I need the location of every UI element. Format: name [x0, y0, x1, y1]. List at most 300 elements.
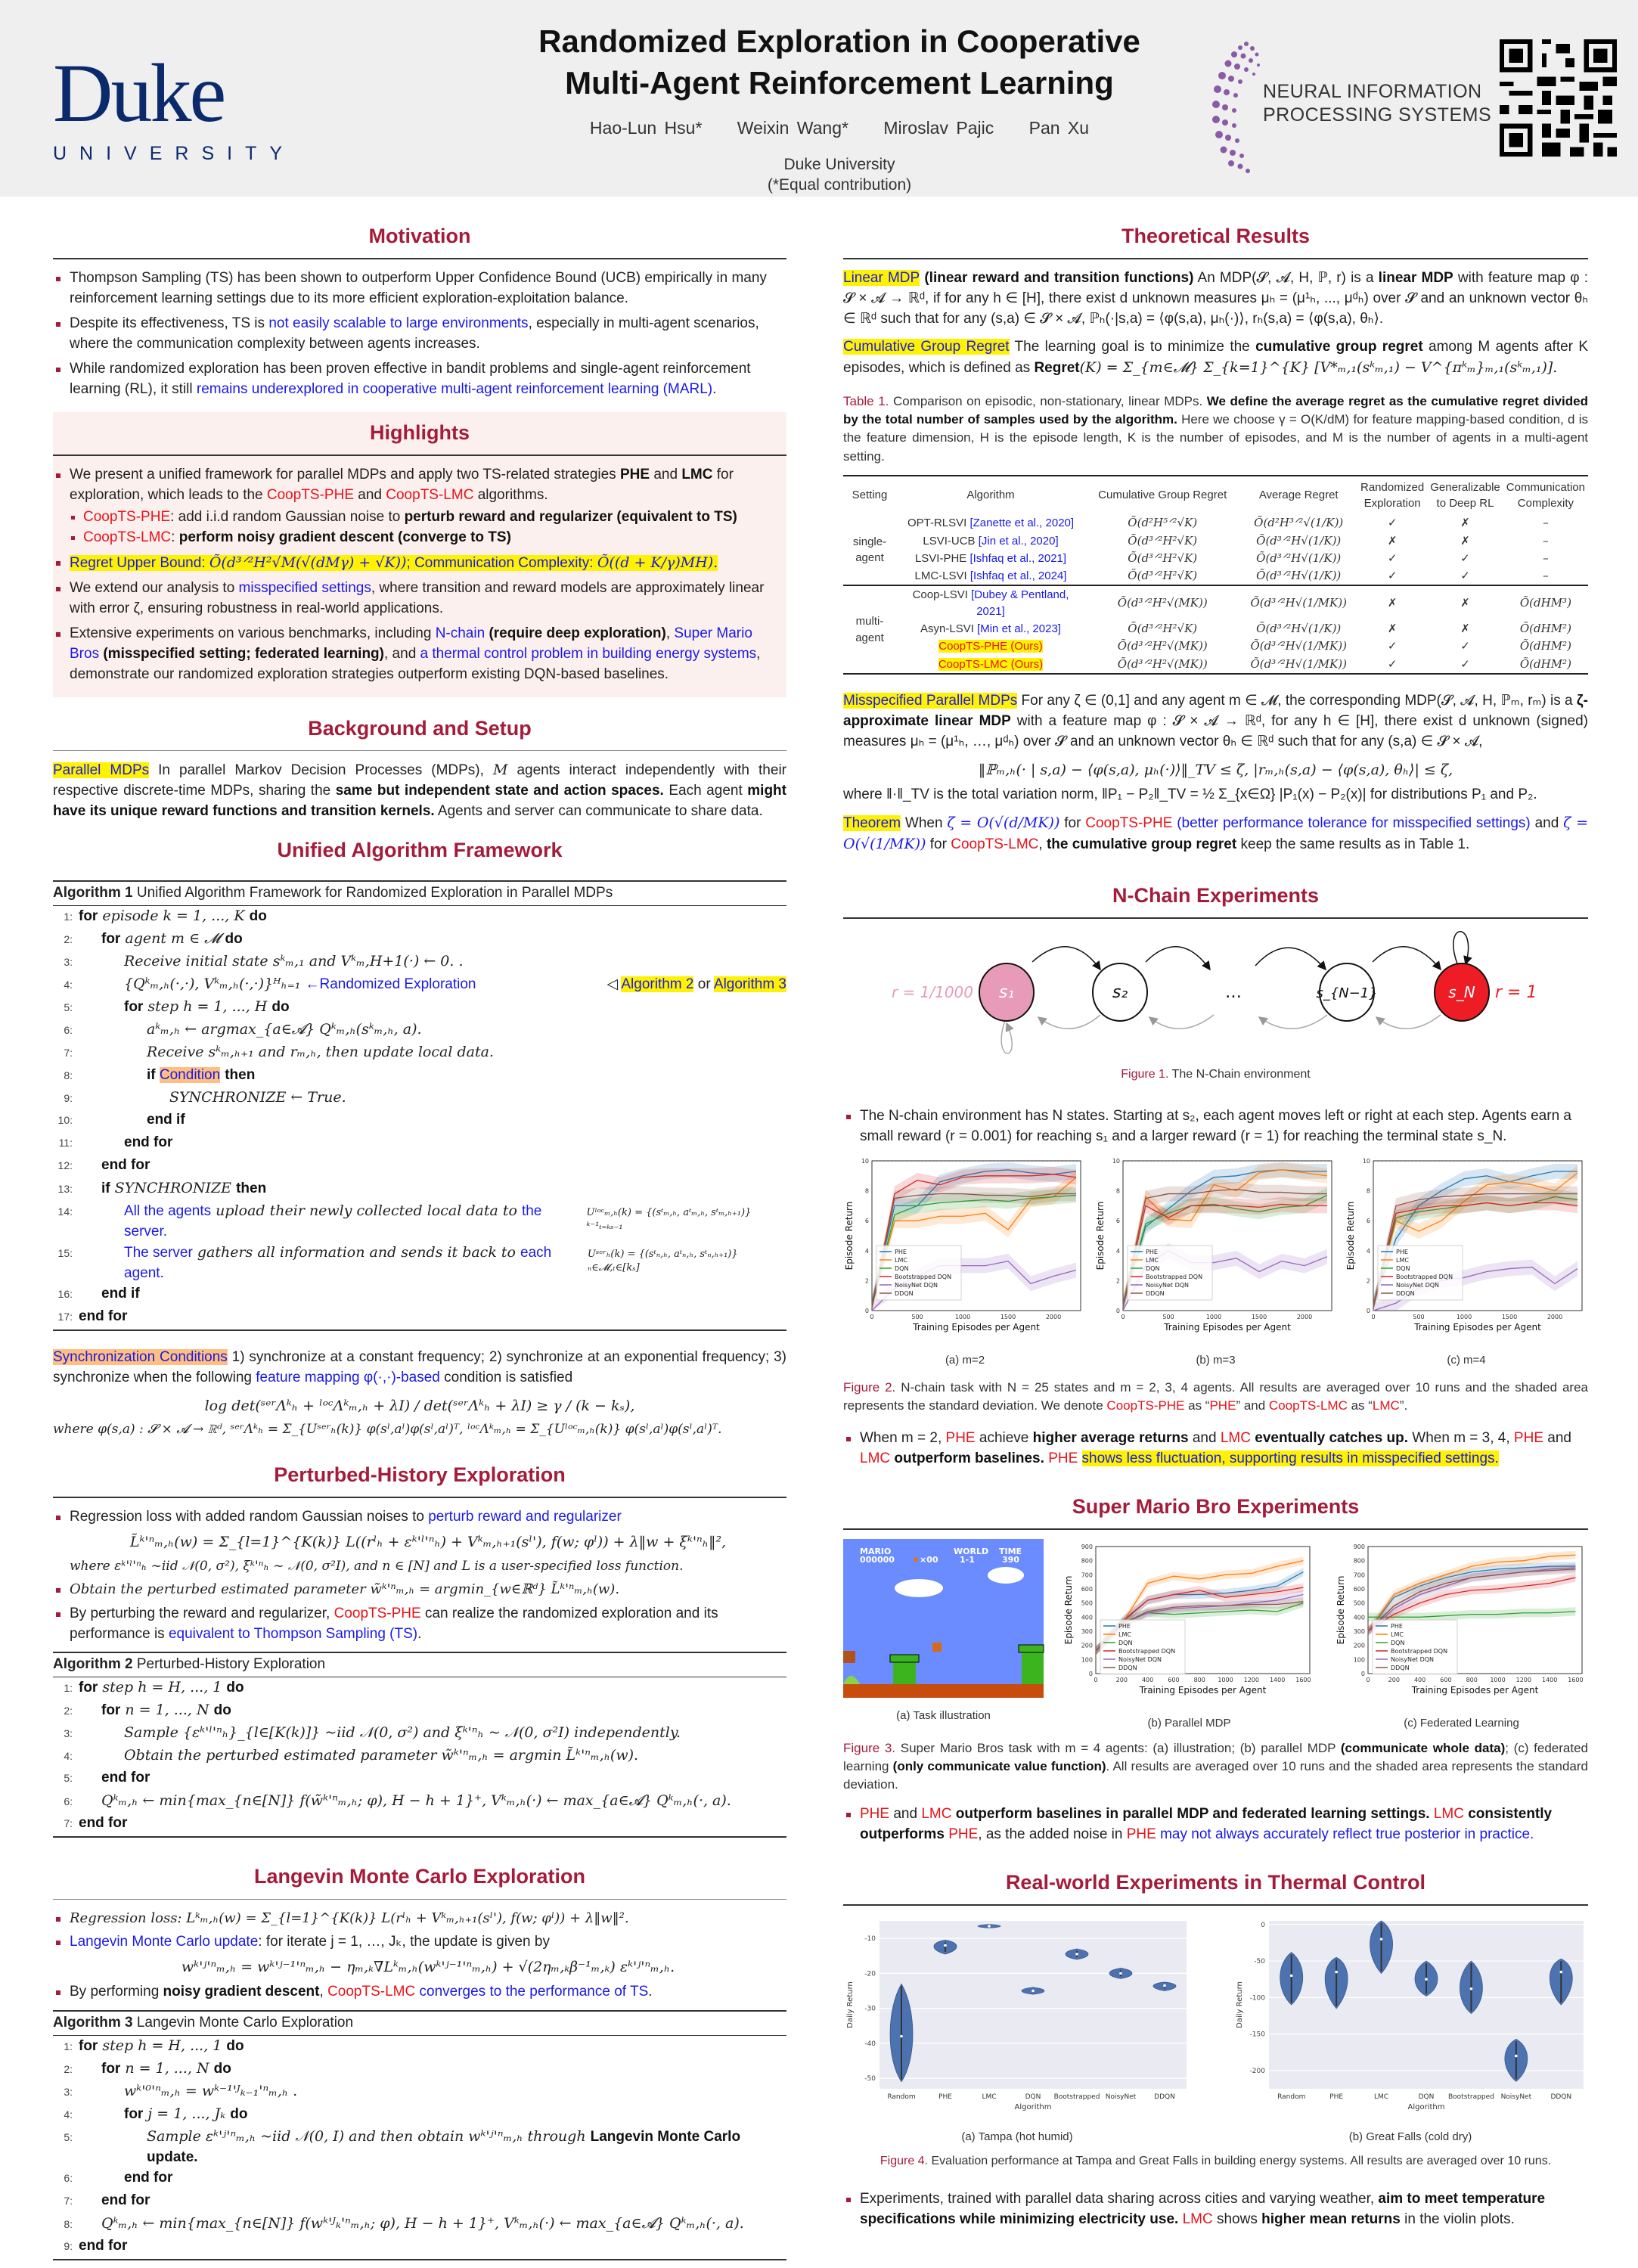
formula: ζ = O(√(1/MK)) [843, 814, 1588, 852]
line-chart [1335, 1539, 1588, 1705]
algorithm-3-lines [53, 2036, 786, 2259]
text: shows less fluctuation, supporting results in misspecified settings. [1081, 1450, 1499, 1467]
svg-text:Bootstrapped: Bootstrapped [1053, 2093, 1100, 2102]
table-cell: ✗ [1387, 622, 1398, 636]
line-body [79, 1284, 140, 1305]
text: (better performance tolerance for misspecified settings) [1172, 814, 1531, 831]
algorithm-2-link[interactable]: Algorithm 2 [621, 976, 694, 992]
table-cell: Õ(d³ᐟ²H²√K) [1128, 533, 1198, 548]
mario-illustration [843, 1539, 1044, 1731]
svg-text:Bootstrapped DQN: Bootstrapped DQN [1145, 1273, 1202, 1280]
algorithm-line [53, 1178, 786, 1201]
table-cell: Õ(d²H³ᐟ²√(1/K)) [1254, 516, 1344, 530]
line-token: end for [79, 2238, 128, 2254]
section-title-theory: Theoretical Results [843, 216, 1588, 259]
algorithm-line [53, 2059, 786, 2081]
svg-text:Bootstrapped DQN: Bootstrapped DQN [1391, 1648, 1448, 1655]
line-token: {Qᵏₘ,ₕ(·,·), Vᵏₘ,ₕ(·,·)}ᴴₕ₌₁ [124, 975, 306, 992]
line-token: step h = 1, ..., H [143, 997, 272, 1015]
algo-name: CoopTS-PHE [83, 509, 171, 526]
formula: ζ = O(√(d/MK)) [947, 814, 1060, 831]
algorithm-line [53, 2214, 786, 2236]
algorithm-line [53, 906, 786, 929]
bullet-text: Thompson Sampling (TS) has been shown to outperform Upper Confidence Bound (UCB) empirically in many reinforcement learning settings due to its more efficient exploration-exploitation balance. [70, 270, 767, 307]
algorithm-line [53, 2127, 786, 2168]
line-number: 1: [64, 910, 73, 923]
phe-bullet [53, 1604, 786, 1645]
linear-mdp-paragraph [843, 268, 1588, 330]
svg-text:-100: -100 [1249, 1994, 1265, 2003]
line-token: Qᵏₘ,ₕ ← min{max_{n∈[N]} f(w̃ᵏ'ⁿₘ,ₕ; φ), H − h + 1}⁺, Vᵏₘ,ₕ(·) ← max_{a∈𝓐} Qᵏₘ,ₕ(·, a). [101, 1792, 731, 1810]
svg-text:0: 0 [1094, 1677, 1098, 1684]
thermal-chart-tampa [843, 1915, 1191, 2145]
line-body [79, 1745, 638, 1767]
svg-text:LMC: LMC [895, 1256, 907, 1264]
title-line-2: Multi-Agent Reinforcement Learning [565, 64, 1114, 101]
svg-text:600: 600 [1353, 1586, 1365, 1593]
svg-text:300: 300 [1081, 1628, 1093, 1636]
violin-chart [843, 1915, 1191, 2119]
svg-text:0: 0 [1366, 1677, 1370, 1684]
table-cell-algorithm: Coop-LSVI [Dubey & Pentland, 2021] [896, 585, 1085, 620]
right-column [843, 216, 1588, 2235]
table-cell: Õ(d²H⁵ᐟ²√K) [1128, 516, 1198, 530]
text: We extend our analysis to [70, 580, 239, 597]
highlight-bullet [53, 579, 780, 619]
line-token: if [147, 1066, 156, 1083]
text: Agents and server can communicate to share data. [434, 803, 763, 820]
algorithm-line [53, 1042, 786, 1065]
line-token: end for [101, 1770, 150, 1786]
section-title-nchain: N-Chain Experiments [843, 875, 1588, 919]
text: When [901, 814, 948, 831]
text: PHE [945, 1430, 976, 1447]
table-cell-algorithm: LMC-LSVI [Ishfaq et al., 2024] [914, 569, 1067, 583]
text: among M agents after K episodes, which is defined as [843, 339, 1588, 377]
text: higher average returns [1032, 1430, 1189, 1447]
section-title-background: Background and Setup [53, 708, 786, 751]
line-body [79, 1768, 150, 1789]
background-section [53, 708, 786, 822]
bullet-emphasis: remains underexplored in cooperative multi-agent reinforcement learning (MARL) [196, 381, 713, 398]
text: PHE [948, 1826, 979, 1843]
text: The learning goal is to minimize the [1009, 339, 1256, 355]
line-body [79, 1133, 172, 1153]
text: By perturbing the reward and regularizer, [70, 1605, 334, 1621]
table-cell: Õ(d³ᐟ²H²√K) [1128, 569, 1198, 583]
text: CoopTS-PHE [333, 1605, 421, 1621]
label: Algorithm 3 [53, 2015, 133, 2031]
text: ; (c) federated learning [843, 1740, 1589, 1773]
chart-subcaption: (a) Tampa (hot humid) [961, 2130, 1073, 2144]
highlight-sublist [70, 507, 780, 548]
table-row [843, 620, 1588, 638]
text: (misspecified setting; federated learning) [99, 646, 384, 662]
algorithm-3-link[interactable]: Algorithm 3 [713, 976, 786, 992]
phe-loss-equation: L̃ᵏ'ⁿₘ,ₕ(w) = Σ_{l=1}^{K(k)} L((rˡₕ + εᵏ'ˡ'ⁿₕ) + Vᵏₘ,ₕ₊₁(sˡ'), f(w; φˡ)) + λ‖w + ξᵏ'ⁿₕ‖², [129, 1533, 727, 1550]
algorithm-line [53, 929, 786, 951]
text: as “ [1347, 1398, 1373, 1413]
figure-1-caption [843, 1066, 1588, 1084]
text: Extensive experiments on various benchmarks, including [70, 625, 436, 642]
citation-link[interactable]: [Ishfaq et al., 2024] [966, 569, 1067, 583]
line-number: 1: [64, 1682, 73, 1695]
svg-text:1400: 1400 [1541, 1677, 1558, 1684]
line-token: each agent. [124, 1244, 552, 1281]
motivation-list [53, 268, 786, 400]
svg-text:0: 0 [1115, 1307, 1120, 1314]
lmc-list [53, 1909, 786, 2003]
text: : add i.i.d random Gaussian noise to [170, 509, 405, 526]
line-number: 13: [57, 1182, 73, 1195]
text: aim to meet temperature specifications while minimizing electricity use. [860, 2191, 1546, 2228]
text: Perturbed-History Exploration [136, 1656, 326, 1673]
phe-where: where εᵏ'ˡ'ⁿₕ ~iid 𝒩(0, σ²), ξᵏ'ⁿₕ ~ 𝒩(0, σ²I), and n ∈ [N] and L is a user-specified loss function. [70, 1558, 684, 1574]
duke-logo [53, 47, 296, 168]
line-body [79, 1065, 255, 1086]
svg-text:DQN: DQN [895, 1264, 909, 1272]
line-body [79, 1042, 494, 1063]
svg-text:DQN: DQN [1418, 2093, 1435, 2102]
line-token: if [101, 1180, 110, 1196]
motivation-bullet [53, 359, 786, 400]
label: Figure 3. [843, 1740, 896, 1755]
line-token: for [124, 998, 144, 1015]
mario-chart-federated [1335, 1539, 1588, 1731]
svg-text:2000: 2000 [1546, 1313, 1563, 1320]
text: LMC [921, 1806, 952, 1823]
table-row [843, 638, 1588, 655]
text: , where transition and reward models are approximately linear with error ζ, ensuring robustness in real-world applications. [70, 580, 765, 617]
svg-text:4: 4 [1115, 1247, 1120, 1255]
svg-text:LMC: LMC [1391, 1631, 1404, 1639]
line-body [79, 1243, 588, 1284]
affiliation-name: Duke University [783, 155, 895, 173]
algorithm-line [53, 1243, 786, 1284]
highlight-subbullet [70, 507, 780, 528]
algorithm-line [53, 1019, 786, 1042]
line-number: 2: [64, 1705, 73, 1717]
algorithm-line [53, 1065, 786, 1087]
table-header [843, 476, 1588, 515]
line-number: 3: [64, 955, 73, 968]
svg-text:1200: 1200 [1243, 1677, 1259, 1684]
svg-text:900: 900 [1353, 1544, 1365, 1551]
line-token: for [101, 1702, 121, 1719]
col-header: Setting [852, 489, 888, 502]
label: Algorithm 1 [53, 884, 133, 901]
table-cell: Õ(d³ᐟ²H²√(MK)) [1117, 639, 1208, 653]
svg-text:-150: -150 [1249, 2031, 1265, 2039]
svg-text:PHE: PHE [1145, 1248, 1158, 1255]
algorithm-line [53, 2036, 786, 2059]
svg-text:PHE: PHE [1396, 1248, 1408, 1255]
line-body [79, 1178, 266, 1199]
table-row [843, 514, 1588, 532]
line-token: wᵏ'⁰'ⁿₘ,ₕ = wᵏ⁻¹'ᴶₖ₋₁'ⁿₘ,ₕ . [124, 2083, 298, 2100]
svg-text:Episode Return: Episode Return [844, 1201, 855, 1271]
table-cell: single-agent [852, 535, 887, 564]
text: We define the average regret as the cumulative regret divided by the total number of samples used by the algorithm. [843, 394, 1589, 427]
line-token: do [226, 1680, 244, 1696]
text: cumulative group regret [1255, 339, 1423, 355]
line-number: 1: [64, 2040, 73, 2053]
line-number: 10: [57, 1113, 73, 1126]
highlights-list [53, 465, 786, 685]
text: perturb reward and regularizer (equivalent to TS) [404, 509, 737, 526]
svg-text:1000: 1000 [1218, 1677, 1233, 1684]
text: : for iterate j = 1, …, Jₖ, the update is given by [258, 1934, 550, 1950]
table-cell: ✓ [1387, 517, 1398, 530]
svg-text:LMC: LMC [1145, 1256, 1159, 1264]
line-token: do [213, 1702, 231, 1719]
table-cell-algorithm: OPT-RLSVI [Zanette et al., 2020] [907, 517, 1075, 530]
qr-code-icon[interactable] [1500, 39, 1617, 157]
line-body [79, 1087, 346, 1109]
lmc-update-equation: wᵏ'ʲ'ⁿₘ,ₕ = wᵏ'ʲ⁻¹'ⁿₘ,ₕ − ηₘ,ₖ∇Lᵏₘ,ₕ(wᵏ'ʲ⁻¹'ⁿₘ,ₕ) + √(2ηₘ,ₖβ⁻¹ₘ,ₖ) εᵏ'ʲ'ⁿₘ,ₕ. [181, 1959, 675, 1976]
citation-link[interactable]: [Min et al., 2023] [973, 622, 1061, 636]
hud-coins: ×00 [920, 1555, 938, 1565]
svg-text:8: 8 [1115, 1187, 1120, 1195]
algorithm-3-header [53, 2012, 786, 2036]
svg-text:-50: -50 [864, 2075, 876, 2083]
algo-name: CoopTS-LMC [83, 529, 172, 546]
line-token: Receive sᵏₘ,ₕ₊₁ and rₘ,ₕ, then update local data. [147, 1043, 494, 1060]
line-token: end if [101, 1285, 140, 1302]
text: (require deep exploration) [485, 625, 666, 642]
theorem-paragraph [843, 813, 1588, 855]
mario-game-image [843, 1539, 1044, 1698]
svg-text:0: 0 [1088, 1671, 1093, 1678]
line-token: upload their newly collected local data to [211, 1202, 522, 1219]
sync-conditions-paragraph [53, 1348, 786, 1388]
line-number: 16: [57, 1287, 73, 1300]
sync-where: where φ(s,a) : 𝓢 × 𝓐 → ℝᵈ, ˢᵉʳΛᵏₕ = Σ_{Uˢᵉʳₕ(k)} φ(sˡ,aˡ)φ(sˡ,aˡ)ᵀ, ˡᵒᶜΛᵏₘ,ₕ = Σ_{Uˡᵒᶜₘ,ₕ(k)} φ(sˡ,aˡ)φ(sˡ,aˡ)ᵀ. [53, 1422, 722, 1438]
text: agents interact independently with their respective discrete-time MDPs, sharing the [53, 762, 786, 799]
text: feature mapping φ(·,·)-based [256, 1369, 440, 1385]
svg-text:DDQN: DDQN [1145, 1289, 1165, 1297]
svg-text:800: 800 [1193, 1677, 1205, 1684]
svg-text:DDQN: DDQN [1118, 1665, 1137, 1672]
neurips-logo [1210, 36, 1505, 180]
author-2: Weixin Wang* [737, 118, 848, 138]
nchain-bullet: The N-chain environment has N states. Starting at s₂, each agent moves left or right at each step. Agents earn a small reward (r = 0.001) for reaching s₁ and a larger reward (r = 1) for reaching the terminal state s_N. [843, 1106, 1588, 1147]
citation-link[interactable]: [Jin et al., 2020] [975, 534, 1059, 548]
line-body [79, 1307, 127, 1327]
svg-text:NoisyNet: NoisyNet [1500, 2093, 1532, 2102]
line-body [79, 1156, 150, 1176]
table-cell: Õ(d³ᐟ²H√(1/K)) [1256, 533, 1342, 548]
line-number: 17: [57, 1310, 73, 1323]
svg-text:Training Episodes per Agent: Training Episodes per Agent [1414, 1321, 1541, 1333]
text: PHE [1513, 1430, 1543, 1447]
algorithm-line [53, 1745, 786, 1768]
line-body [79, 1201, 587, 1243]
svg-text:6: 6 [1366, 1217, 1370, 1224]
table-cell: Õ(d³ᐟ²H√(1/MK)) [1250, 639, 1347, 653]
violin-chart [1233, 1915, 1588, 2119]
tv-norm-definition: where ‖·‖_TV is the total variation norm, ‖P₁ − P₂‖_TV = ½ Σ_{x∈Ω} |P₁(x) − P₂(x)| for distributions P₁ and P₂. [843, 786, 1537, 802]
algorithm-line [53, 951, 786, 974]
svg-text:200: 200 [1115, 1677, 1128, 1684]
line-token: Qᵏₘ,ₕ ← min{max_{n∈[N]} f(wᵏ'ᴶₖ'ⁿₘ,ₕ; φ), H − h + 1}⁺, Vᵏₘ,ₕ(·) ← max_{a∈𝓐} Qᵏₘ,ₕ(·, a). [101, 2215, 744, 2232]
line-number: 7: [64, 1046, 73, 1059]
regret-paragraph [843, 337, 1588, 379]
authors [423, 116, 1255, 141]
line-token: Obtain the perturbed estimated parameter w̃ᵏ'ⁿₘ,ₕ = argmin L̃ᵏ'ⁿₘ,ₕ(w). [124, 1747, 639, 1764]
state-label: s_N [1448, 983, 1475, 1002]
text: misspecified settings [238, 580, 371, 597]
svg-text:500: 500 [1081, 1600, 1093, 1608]
bullet-text: . [712, 381, 717, 398]
svg-text:PHE: PHE [938, 2093, 952, 2102]
citation-link[interactable]: [Dubey & Pentland, 2021] [967, 588, 1069, 618]
figure-3-caption [843, 1739, 1588, 1794]
text: the cumulative group regret [1046, 836, 1237, 852]
highlight-bullet-regret [53, 553, 780, 574]
text: When m = 3, 4, [1408, 1430, 1514, 1447]
line-number: 6: [64, 1795, 73, 1808]
hud-time-value: 390 [1002, 1555, 1019, 1565]
lmc-bullet: Regression loss: Lᵏₘ,ₕ(w) = Σ_{l=1}^{K(k)} L(rˡₕ + Vᵏₘ,ₕ₊₁(sˡ'), f(w; φˡ)) + λ‖w‖². [53, 1909, 786, 1928]
thermal-section [843, 1862, 1588, 2230]
text: algorithms. [473, 487, 548, 504]
svg-text:700: 700 [1081, 1571, 1093, 1579]
text: LMC [1220, 1430, 1251, 1447]
chart-subcaption: (b) Parallel MDP [1147, 1717, 1231, 1730]
text: (communicate whole data) [1340, 1740, 1506, 1755]
svg-text:8: 8 [864, 1187, 869, 1195]
algorithm-line [53, 1700, 786, 1723]
algorithm-line [53, 2168, 786, 2191]
svg-text:Training Episodes per Agent: Training Episodes per Agent [1139, 1685, 1267, 1696]
line-body [79, 1813, 127, 1834]
svg-text:Episode Return: Episode Return [1094, 1201, 1106, 1271]
text: LMC [860, 1450, 891, 1467]
text: Super Mario Bros [70, 625, 752, 662]
label: Cumulative Group Regret [843, 339, 1010, 355]
text: ”. [1399, 1398, 1408, 1413]
text: Regret Upper Bound: [70, 555, 209, 572]
algorithm-line [53, 1307, 786, 1329]
table-cell: Õ(d³ᐟ²H√(1/K)) [1256, 551, 1342, 565]
svg-text:0: 0 [1120, 1313, 1125, 1320]
thermal-result-list [843, 2189, 1588, 2230]
text: PHE [1209, 1398, 1236, 1413]
svg-text:DQN: DQN [1118, 1640, 1133, 1647]
comparison-table [843, 475, 1588, 675]
nchain-section [843, 875, 1588, 1469]
text: Unified Algorithm Framework for Randomized Exploration in Parallel MDPs [136, 884, 613, 901]
line-number: 9: [64, 2240, 73, 2253]
algo-name: CoopTS-PHE [266, 487, 354, 504]
svg-text:1500: 1500 [1501, 1313, 1518, 1320]
col-header: Randomized Exploration [1360, 480, 1425, 510]
text: , [1038, 836, 1047, 852]
table-cell: – [1543, 533, 1549, 548]
section-title-highlights: Highlights [53, 412, 786, 456]
title-block [423, 21, 1255, 195]
algorithm-2 [53, 1652, 786, 1838]
line-body [79, 2236, 127, 2257]
line-token: end for [124, 1134, 173, 1150]
algorithm-line [53, 1201, 786, 1243]
svg-text:LMC: LMC [1396, 1256, 1409, 1264]
neurips-text [1263, 80, 1491, 128]
nchain-charts [843, 1153, 1588, 1368]
label: Figure 2. [843, 1379, 896, 1395]
svg-text:600: 600 [1168, 1677, 1180, 1684]
text: for [1059, 814, 1086, 831]
line-token: The server [124, 1244, 193, 1261]
nchain-list [843, 1106, 1588, 1147]
text: LMC [1372, 1398, 1400, 1413]
table-cell: ✓ [1387, 551, 1398, 565]
motivation-section [53, 216, 786, 400]
citation-link[interactable]: [Zanette et al., 2020] [966, 517, 1075, 530]
text: noisy gradient descent [163, 1984, 320, 2000]
svg-text:Random: Random [1277, 2093, 1306, 2102]
section-title-unified: Unified Algorithm Framework [277, 839, 563, 862]
table-cell: Õ(dHM²) [1519, 656, 1571, 671]
section-title-thermal: Real-world Experiments in Thermal Control [843, 1862, 1588, 1906]
line-number: 6: [64, 2172, 73, 2185]
text: PHE [860, 1806, 890, 1823]
line-token: n = 1, ..., N [120, 1702, 214, 1719]
algorithm-2-header [53, 1653, 786, 1677]
line-token: end for [79, 1815, 128, 1832]
line-body [79, 974, 476, 995]
misspecified-paragraph [843, 691, 1588, 752]
svg-text:DDQN: DDQN [1154, 2093, 1175, 2102]
duke-logo-university: UNIVERSITY [53, 143, 296, 164]
hud-score: 000000 [860, 1555, 895, 1565]
svg-text:DDQN: DDQN [1391, 1665, 1410, 1672]
thermal-result-bullet [843, 2189, 1588, 2230]
svg-text:LMC: LMC [1118, 1631, 1131, 1639]
thermal-charts [843, 1915, 1588, 2145]
nchain-chart-m4 [1345, 1153, 1588, 1368]
svg-text:700: 700 [1353, 1571, 1365, 1579]
table-row [843, 532, 1588, 550]
text: LMC [681, 467, 713, 483]
table-cell: – [1543, 516, 1549, 530]
algorithm-line [53, 1677, 786, 1700]
algorithm-line [53, 2104, 786, 2127]
text: outperform baselines. [890, 1450, 1044, 1467]
highlight-bullet: Extensive experiments on various benchmarks, including N-chain (require deep exploration), Super Mario Bros (misspecified setting; federated learning), and a thermal control problem in building energy systems, demonstrate our randomized exploration strategies outperform existing DQN-based baselines. [53, 624, 780, 685]
text: and [889, 1806, 922, 1823]
text: . All results are averaged over 10 runs and the shaded area represents the standard deviation. [843, 1758, 1588, 1792]
phe-bullet [53, 1507, 786, 1575]
citation-link[interactable]: [Ishfaq et al., 2021] [966, 551, 1067, 565]
table-row [843, 567, 1588, 585]
line-body [79, 951, 464, 973]
svg-text:0: 0 [1360, 1671, 1365, 1678]
unified-algorithm-section [53, 830, 786, 1438]
text: perform noisy gradient descent (converge to TS) [178, 529, 511, 546]
svg-text:PHE: PHE [895, 1248, 907, 1255]
svg-text:NoisyNet: NoisyNet [1105, 2093, 1137, 2102]
text: and [1543, 1430, 1571, 1447]
svg-text:NoisyNet DQN: NoisyNet DQN [1396, 1281, 1440, 1289]
svg-text:10: 10 [1362, 1157, 1370, 1165]
algorithm-1 [53, 880, 786, 1331]
line-token: for [124, 2106, 144, 2123]
phe-section [53, 1454, 786, 1838]
svg-text:2: 2 [864, 1277, 869, 1285]
svg-text:400: 400 [1413, 1677, 1426, 1684]
